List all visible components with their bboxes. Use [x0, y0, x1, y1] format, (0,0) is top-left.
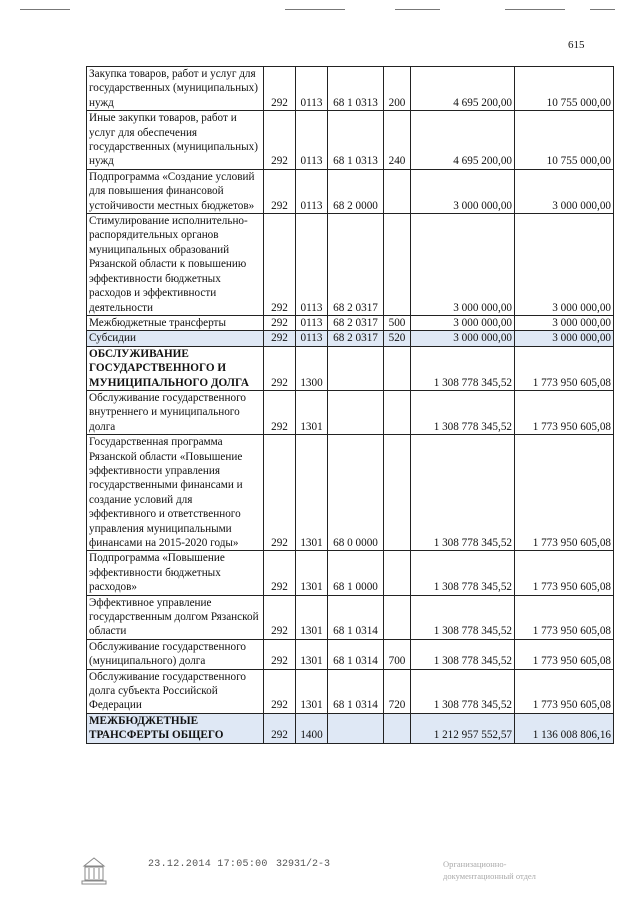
- row-name: Субсидии: [87, 331, 264, 346]
- row-sum-2016: 4 695 200,00: [411, 111, 515, 170]
- table-row: [87, 214, 614, 316]
- row-expense-type: [384, 435, 411, 551]
- row-target-code: 68 0 0000: [328, 435, 384, 551]
- table-row: [87, 331, 614, 346]
- page-footer: [0, 858, 640, 898]
- row-sum-2017: 1 773 950 605,08: [515, 390, 614, 434]
- row-target-code: 68 2 0000: [328, 169, 384, 213]
- row-target-code: 68 1 0000: [328, 551, 384, 595]
- row-admin-code: 292: [264, 713, 296, 743]
- row-sum-2016: 3 000 000,00: [411, 169, 515, 213]
- row-target-code: [328, 390, 384, 434]
- row-section-code: 1301: [296, 551, 328, 595]
- row-expense-type: 520: [384, 331, 411, 346]
- row-expense-type: 500: [384, 315, 411, 330]
- row-section-code: 0113: [296, 169, 328, 213]
- row-expense-type: [384, 713, 411, 743]
- row-admin-code: 292: [264, 111, 296, 170]
- row-admin-code: 292: [264, 214, 296, 316]
- row-target-code: 68 2 0317: [328, 315, 384, 330]
- row-expense-type: 240: [384, 111, 411, 170]
- row-target-code: 68 1 0313: [328, 67, 384, 111]
- row-section-code: 1300: [296, 346, 328, 390]
- row-admin-code: 292: [264, 595, 296, 639]
- row-section-code: 1301: [296, 390, 328, 434]
- row-sum-2016: 3 000 000,00: [411, 214, 515, 316]
- row-name: ОБСЛУЖИВАНИЕ ГОСУДАРСТВЕННОГО И МУНИЦИПАЛЬНОГО ДОЛГА: [87, 346, 264, 390]
- row-sum-2016: 1 212 957 552,57: [411, 713, 515, 743]
- row-sum-2016: 4 695 200,00: [411, 67, 515, 111]
- row-name: Обслуживание государственного внутреннего и муниципального долга: [87, 390, 264, 434]
- row-section-code: 0113: [296, 331, 328, 346]
- row-expense-type: 700: [384, 639, 411, 669]
- row-name: Подпрограмма «Повышение эффективности бюджетных расходов»: [87, 551, 264, 595]
- table-row: [87, 639, 614, 669]
- row-section-code: 1301: [296, 639, 328, 669]
- row-section-code: 0113: [296, 111, 328, 170]
- row-sum-2017: 3 000 000,00: [515, 214, 614, 316]
- row-target-code: 68 2 0317: [328, 214, 384, 316]
- row-section-code: 1301: [296, 595, 328, 639]
- table-row: [87, 346, 614, 390]
- building-stamp-icon: [80, 856, 108, 886]
- row-sum-2016: 1 308 778 345,52: [411, 346, 515, 390]
- row-sum-2016: 1 308 778 345,52: [411, 595, 515, 639]
- row-sum-2017: 1 773 950 605,08: [515, 669, 614, 713]
- row-admin-code: 292: [264, 315, 296, 330]
- row-target-code: 68 1 0314: [328, 669, 384, 713]
- row-sum-2017: 3 000 000,00: [515, 169, 614, 213]
- row-name: Подпрограмма «Создание условий для повышения финансовой устойчивости местных бюджетов»: [87, 169, 264, 213]
- row-admin-code: 292: [264, 169, 296, 213]
- row-sum-2016: 1 308 778 345,52: [411, 551, 515, 595]
- row-name: Эффективное управление государственным долгом Рязанской области: [87, 595, 264, 639]
- row-target-code: 68 2 0317: [328, 331, 384, 346]
- row-target-code: [328, 713, 384, 743]
- row-expense-type: [384, 390, 411, 434]
- row-sum-2017: 3 000 000,00: [515, 331, 614, 346]
- footer-org-stamp: [443, 858, 536, 882]
- row-sum-2016: 1 308 778 345,52: [411, 639, 515, 669]
- row-sum-2017: 1 136 008 806,16: [515, 713, 614, 743]
- row-admin-code: 292: [264, 390, 296, 434]
- row-expense-type: 200: [384, 67, 411, 111]
- row-name: Межбюджетные трансферты: [87, 315, 264, 330]
- table-row: [87, 169, 614, 213]
- page-number: 615: [568, 39, 585, 51]
- row-admin-code: 292: [264, 551, 296, 595]
- table-row: [87, 713, 614, 743]
- table-row: [87, 111, 614, 170]
- row-name: Государственная программа Рязанской области «Повышение эффективности управления государственными финансами и создание условий для эффективного и ответственного управления муниципальными финансами на 2015-2020 годы»: [87, 435, 264, 551]
- row-name: МЕЖБЮДЖЕТНЫЕ ТРАНСФЕРТЫ ОБЩЕГО: [87, 713, 264, 743]
- row-sum-2017: 1 773 950 605,08: [515, 346, 614, 390]
- row-expense-type: [384, 346, 411, 390]
- row-expense-type: [384, 595, 411, 639]
- budget-table: [86, 66, 614, 744]
- row-expense-type: [384, 551, 411, 595]
- row-target-code: [328, 346, 384, 390]
- row-sum-2017: 10 755 000,00: [515, 67, 614, 111]
- row-sum-2016: 1 308 778 345,52: [411, 435, 515, 551]
- row-sum-2017: 1 773 950 605,08: [515, 551, 614, 595]
- row-expense-type: [384, 214, 411, 316]
- table-row: [87, 435, 614, 551]
- row-name: Обслуживание государственного (муниципального) долга: [87, 639, 264, 669]
- budget-table-body: [87, 67, 614, 744]
- row-admin-code: 292: [264, 331, 296, 346]
- row-sum-2017: 10 755 000,00: [515, 111, 614, 170]
- footer-datetime: 23.12.2014 17:05:00: [148, 859, 268, 870]
- table-row: [87, 551, 614, 595]
- table-row: [87, 315, 614, 330]
- row-section-code: 0113: [296, 67, 328, 111]
- row-section-code: 0113: [296, 315, 328, 330]
- row-sum-2017: 3 000 000,00: [515, 315, 614, 330]
- row-target-code: 68 1 0314: [328, 639, 384, 669]
- row-target-code: 68 1 0313: [328, 111, 384, 170]
- row-name: Обслуживание государственного долга субъекта Российской Федерации: [87, 669, 264, 713]
- top-scan-line: [0, 9, 640, 11]
- row-sum-2017: 1 773 950 605,08: [515, 639, 614, 669]
- table-row: [87, 390, 614, 434]
- row-sum-2017: 1 773 950 605,08: [515, 435, 614, 551]
- table-row: [87, 669, 614, 713]
- row-admin-code: 292: [264, 67, 296, 111]
- row-admin-code: 292: [264, 346, 296, 390]
- row-expense-type: [384, 169, 411, 213]
- row-section-code: 1301: [296, 435, 328, 551]
- row-name: Стимулирование исполнительно-распорядительных органов муниципальных образований Рязанской области к повышению эффективности бюджетных расходов и эффективности деятельности: [87, 214, 264, 316]
- footer-org-line1: Организационно-: [443, 859, 507, 869]
- row-sum-2016: 1 308 778 345,52: [411, 669, 515, 713]
- table-row: [87, 67, 614, 111]
- footer-doc-code: 32931/2-3: [276, 859, 331, 870]
- row-section-code: 0113: [296, 214, 328, 316]
- row-sum-2016: 1 308 778 345,52: [411, 390, 515, 434]
- row-sum-2017: 1 773 950 605,08: [515, 595, 614, 639]
- row-admin-code: 292: [264, 669, 296, 713]
- footer-org-line2: документационный отдел: [443, 871, 536, 881]
- table-row: [87, 595, 614, 639]
- row-sum-2016: 3 000 000,00: [411, 331, 515, 346]
- row-admin-code: 292: [264, 435, 296, 551]
- row-admin-code: 292: [264, 639, 296, 669]
- row-name: Иные закупки товаров, работ и услуг для обеспечения государственных (муниципальных) нужд: [87, 111, 264, 170]
- row-name: Закупка товаров, работ и услуг для государственных (муниципальных) нужд: [87, 67, 264, 111]
- row-sum-2016: 3 000 000,00: [411, 315, 515, 330]
- row-section-code: 1301: [296, 669, 328, 713]
- row-target-code: 68 1 0314: [328, 595, 384, 639]
- row-expense-type: 720: [384, 669, 411, 713]
- row-section-code: 1400: [296, 713, 328, 743]
